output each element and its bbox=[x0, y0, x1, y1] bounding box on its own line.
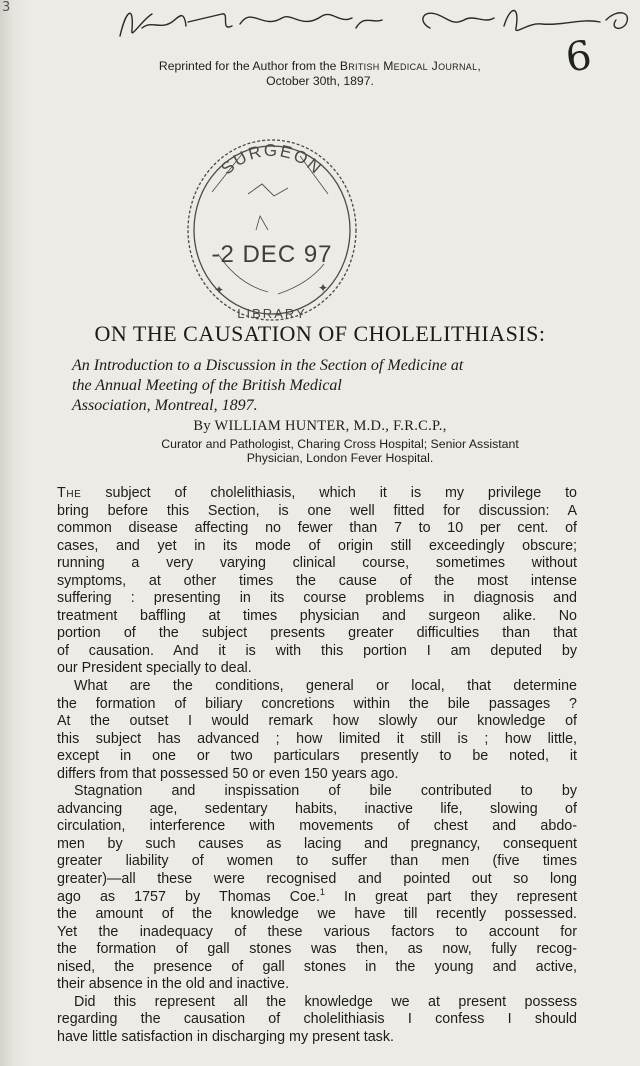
body-line: running a very varying clinical course, sometimes without bbox=[57, 555, 577, 572]
body-line: advancing age, sedentary habits, inactive life, slowing of bbox=[57, 800, 577, 817]
body-line: the formation of biliary concretions within the bile passages ? bbox=[57, 695, 577, 712]
paragraph-1 bbox=[57, 485, 577, 678]
body-line: men by such causes as lacing and pregnancy, consequent bbox=[57, 835, 577, 852]
body-line: differs from that possessed 50 or even 150 years ago. bbox=[57, 765, 399, 782]
body-line: At the outset I would remark how slowly our knowledge of bbox=[57, 713, 577, 730]
body-line: our President specially to deal. bbox=[57, 660, 252, 677]
article-body bbox=[57, 485, 577, 1047]
affiliation-line: Curator and Pathologist, Charing Cross Hospital; Senior Assistant bbox=[161, 437, 519, 451]
body-line: except in one or two particulars presently to be noted, it bbox=[57, 748, 577, 765]
body-line-text: In great part they represent bbox=[344, 888, 577, 905]
body-line: portion of the subject presents greater difficulties than that bbox=[57, 625, 577, 642]
stamp-date: -2 DEC 97 bbox=[211, 241, 333, 268]
reprint-date: October 30th, 1897. bbox=[266, 74, 374, 88]
body-line: the amount of the knowledge we have till recently possessed. bbox=[57, 906, 577, 923]
body-line: greater)—all these were recognised and pointed out so long bbox=[57, 871, 577, 888]
reprint-notice bbox=[0, 59, 640, 73]
body-line: cases, and yet in its mode of origin still exceedingly obscure; bbox=[57, 537, 577, 554]
subtitle-line: Association, Montreal, 1897. bbox=[72, 397, 258, 414]
lead-word: The bbox=[57, 485, 82, 501]
article-subtitle bbox=[72, 356, 592, 416]
body-line: Yet the inadequacy of these various factors to account for bbox=[57, 923, 577, 940]
stamp-top-text: SURGEON bbox=[217, 140, 327, 179]
body-line: What are the conditions, general or local, that determine bbox=[74, 678, 577, 695]
affiliation-line: Physician, London Fever Hospital. bbox=[246, 451, 434, 465]
corner-mark: 3 bbox=[2, 0, 11, 15]
body-line: Stagnation and inspissation of bile contributed to by bbox=[74, 783, 577, 800]
paragraph-4 bbox=[57, 994, 577, 1047]
stamp-bottom-text: LIBRARY bbox=[237, 306, 307, 321]
article-title: ON THE CAUSATION OF CHOLELITHIASIS: bbox=[94, 321, 546, 346]
body-line: circulation, interference with movements of chest and abdo- bbox=[57, 818, 577, 835]
page-number: 6 bbox=[562, 32, 595, 82]
author-byline: By WILLIAM HUNTER, M.D., F.R.C.P., bbox=[193, 418, 447, 434]
author-affiliation bbox=[60, 437, 620, 465]
body-line: Did this represent all the knowledge we at present possess bbox=[74, 993, 577, 1010]
body-line: have little satisfaction in discharging my present task. bbox=[57, 1028, 394, 1045]
body-line-text: subject of cholelithiasis, which it is my privilege to bbox=[105, 485, 577, 501]
stamp-star-right: ✦ bbox=[318, 281, 329, 295]
body-line: bring before this Section, is one well fitted for discussion: A bbox=[57, 502, 577, 519]
body-line: of causation. And it is with this portion I am deputed by bbox=[57, 642, 577, 659]
body-line bbox=[57, 485, 577, 503]
paragraph-3 bbox=[57, 783, 577, 994]
subtitle-line: An Introduction to a Discussion in the Section of Medicine at bbox=[72, 357, 464, 374]
body-line-text: ago as 1757 by Thomas Coe. bbox=[57, 888, 320, 905]
body-line: treatment baffling at times physician and surgeon alike. No bbox=[57, 607, 577, 624]
body-line: nised, the presence of gall stones in the young and active, bbox=[57, 958, 577, 975]
body-line: their absence in the old and inactive. bbox=[57, 976, 290, 993]
svg-text:SURGEON bbox=[217, 141, 326, 179]
body-line bbox=[57, 886, 577, 907]
stamp-star-left: ✦ bbox=[214, 283, 225, 297]
body-line: regarding the causation of cholelithiasis I confess I should bbox=[57, 1011, 577, 1028]
handwritten-signature bbox=[112, 0, 640, 46]
reprint-prefix: Reprinted for the Author from the bbox=[158, 59, 337, 73]
subtitle-line: the Annual Meeting of the British Medical bbox=[72, 377, 342, 394]
body-line: the formation of gall stones was then, as now, fully recog- bbox=[57, 941, 577, 958]
body-line: suffering : presenting in its course problems in diagnosis and bbox=[57, 590, 577, 607]
reprint-journal: British Medical Journal, bbox=[339, 59, 482, 73]
footnote-mark: 1 bbox=[319, 886, 325, 897]
library-stamp bbox=[178, 134, 366, 332]
body-line: common disease affecting no fewer than 7 to 10 per cent. of bbox=[57, 520, 577, 537]
body-line: symptoms, at other times the cause of the most intense bbox=[57, 572, 577, 589]
body-line: this subject has advanced ; how limited it still is ; how little, bbox=[57, 730, 577, 747]
body-line: greater liability of women to suffer than men (five times bbox=[57, 853, 577, 870]
paragraph-2 bbox=[57, 678, 577, 783]
